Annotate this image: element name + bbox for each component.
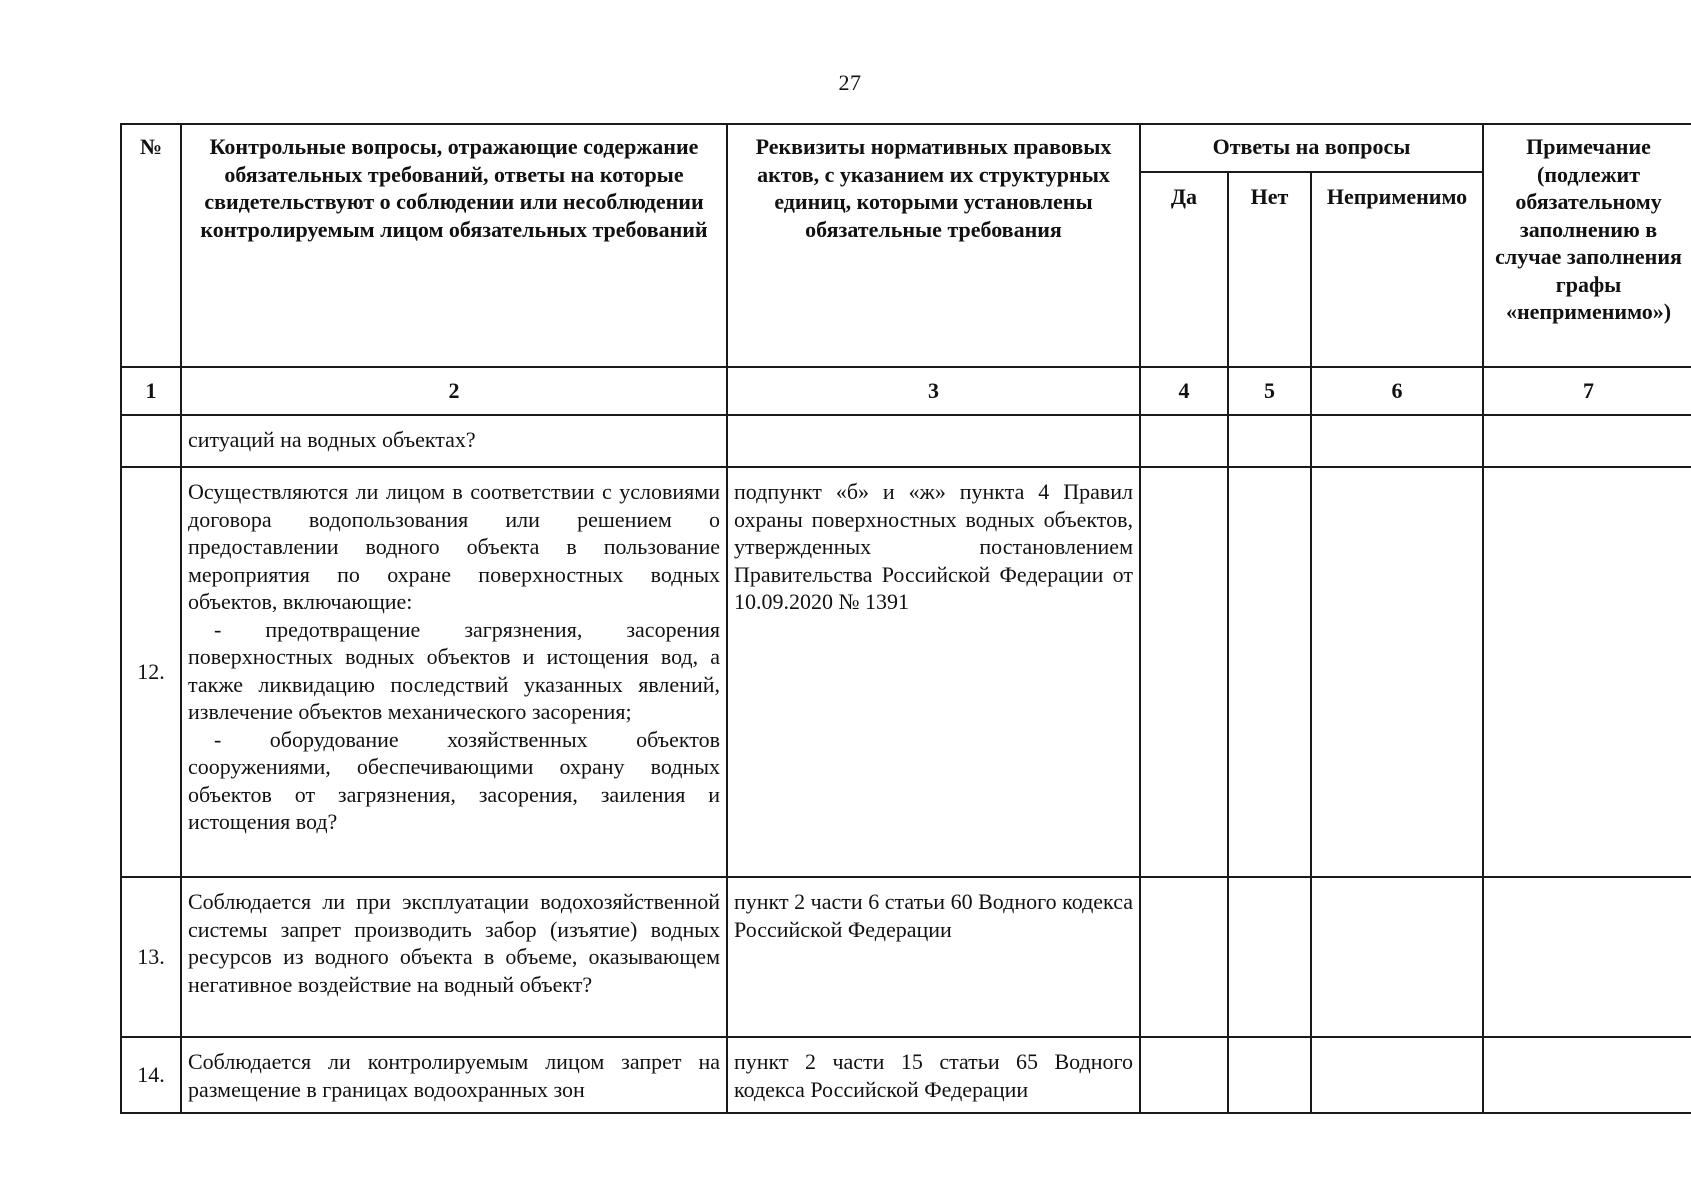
- question-list-item: - предотвращение загрязнения, засорения поверхностных водных объектов и истощения вод, а также ликвидацию последствий указанных явлений, извлечение объектов механического засорения;: [188, 616, 720, 724]
- header-yes: Да: [1140, 172, 1228, 367]
- row-question: Соблюдается ли при эксплуатации водохозяйственной системы запрет производить забор (изъятие) водных ресурсов из водного объекта в объеме, оказывающем негативное воздействие на водный объект?: [181, 877, 727, 1037]
- page-number: 27: [838, 70, 862, 95]
- row-number: 13.: [121, 877, 181, 1037]
- note-cell[interactable]: [1483, 877, 1691, 1037]
- answer-no-cell[interactable]: [1228, 415, 1311, 467]
- checklist-table: [120, 123, 1691, 1114]
- header-note: Примечание (подлежит обязательному заполнению в случае заполнения графы «неприменимо»): [1483, 124, 1691, 367]
- answer-yes-cell[interactable]: [1140, 467, 1228, 877]
- column-number: 4: [1140, 367, 1228, 415]
- checklist-table-wrapper: [120, 123, 1691, 1114]
- column-number: 5: [1228, 367, 1311, 415]
- row-requisites: пункт 2 части 15 статьи 65 Водного кодекса Российской Федерации: [727, 1037, 1140, 1113]
- note-cell[interactable]: [1483, 1037, 1691, 1113]
- column-number: 3: [727, 367, 1140, 415]
- answer-not-applicable-cell[interactable]: [1311, 877, 1483, 1037]
- answer-yes-cell[interactable]: [1140, 877, 1228, 1037]
- column-number: 7: [1483, 367, 1691, 415]
- table-header: [121, 124, 1691, 415]
- answer-not-applicable-cell[interactable]: [1311, 1037, 1483, 1113]
- answer-not-applicable-cell[interactable]: [1311, 467, 1483, 877]
- row-requisites: подпункт «б» и «ж» пункта 4 Правил охраны поверхностных водных объектов, утвержденных постановлением Правительства Российской Федерации от 10.09.2020 № 1391: [727, 467, 1140, 877]
- note-cell[interactable]: [1483, 415, 1691, 467]
- row-requisites: пункт 2 части 6 статьи 60 Водного кодекса Российской Федерации: [727, 877, 1140, 1037]
- header-no: Нет: [1228, 172, 1311, 367]
- row-number: 12.: [121, 467, 181, 877]
- column-number: 1: [121, 367, 181, 415]
- header-not-applicable: Неприменимо: [1311, 172, 1483, 367]
- table-row: [121, 1037, 1691, 1113]
- answer-not-applicable-cell[interactable]: [1311, 415, 1483, 467]
- answer-yes-cell[interactable]: [1140, 415, 1228, 467]
- table-row: [121, 467, 1691, 877]
- table-row: [121, 415, 1691, 467]
- table-body: [121, 415, 1691, 1113]
- note-cell[interactable]: [1483, 467, 1691, 877]
- table-row: [121, 877, 1691, 1037]
- header-number: №: [121, 124, 181, 367]
- row-number: [121, 415, 181, 467]
- answer-yes-cell[interactable]: [1140, 1037, 1228, 1113]
- row-number: 14.: [121, 1037, 181, 1113]
- column-numbers-row: [121, 367, 1691, 415]
- row-question: [181, 467, 727, 877]
- row-question: Соблюдается ли контролируемым лицом запрет на размещение в границах водоохранных зон: [181, 1037, 727, 1113]
- question-list-item: - оборудование хозяйственных объектов сооружениями, обеспечивающими охрану водных объектов от загрязнения, засорения, заиления и истощения вод?: [188, 726, 720, 834]
- header-questions: Контрольные вопросы, отражающие содержание обязательных требований, ответы на которые свидетельствуют о соблюдении или несоблюдении контролируемым лицом обязательных требований: [181, 124, 727, 367]
- answer-no-cell[interactable]: [1228, 1037, 1311, 1113]
- answer-no-cell[interactable]: [1228, 467, 1311, 877]
- row-requisites: [727, 415, 1140, 467]
- answer-no-cell[interactable]: [1228, 877, 1311, 1037]
- column-number: 2: [181, 367, 727, 415]
- row-question: ситуаций на водных объектах?: [181, 415, 727, 467]
- header-answers-group: Ответы на вопросы: [1140, 124, 1483, 172]
- header-requisites: Реквизиты нормативных правовых актов, с указанием их структурных единиц, которыми установлены обязательные требования: [727, 124, 1140, 367]
- question-intro: Осуществляются ли лицом в соответствии с условиями договора водопользования или решением о предоставлении водного объекта в пользование мероприятия по охране поверхностных водных объектов, включающие:: [188, 479, 720, 614]
- column-number: 6: [1311, 367, 1483, 415]
